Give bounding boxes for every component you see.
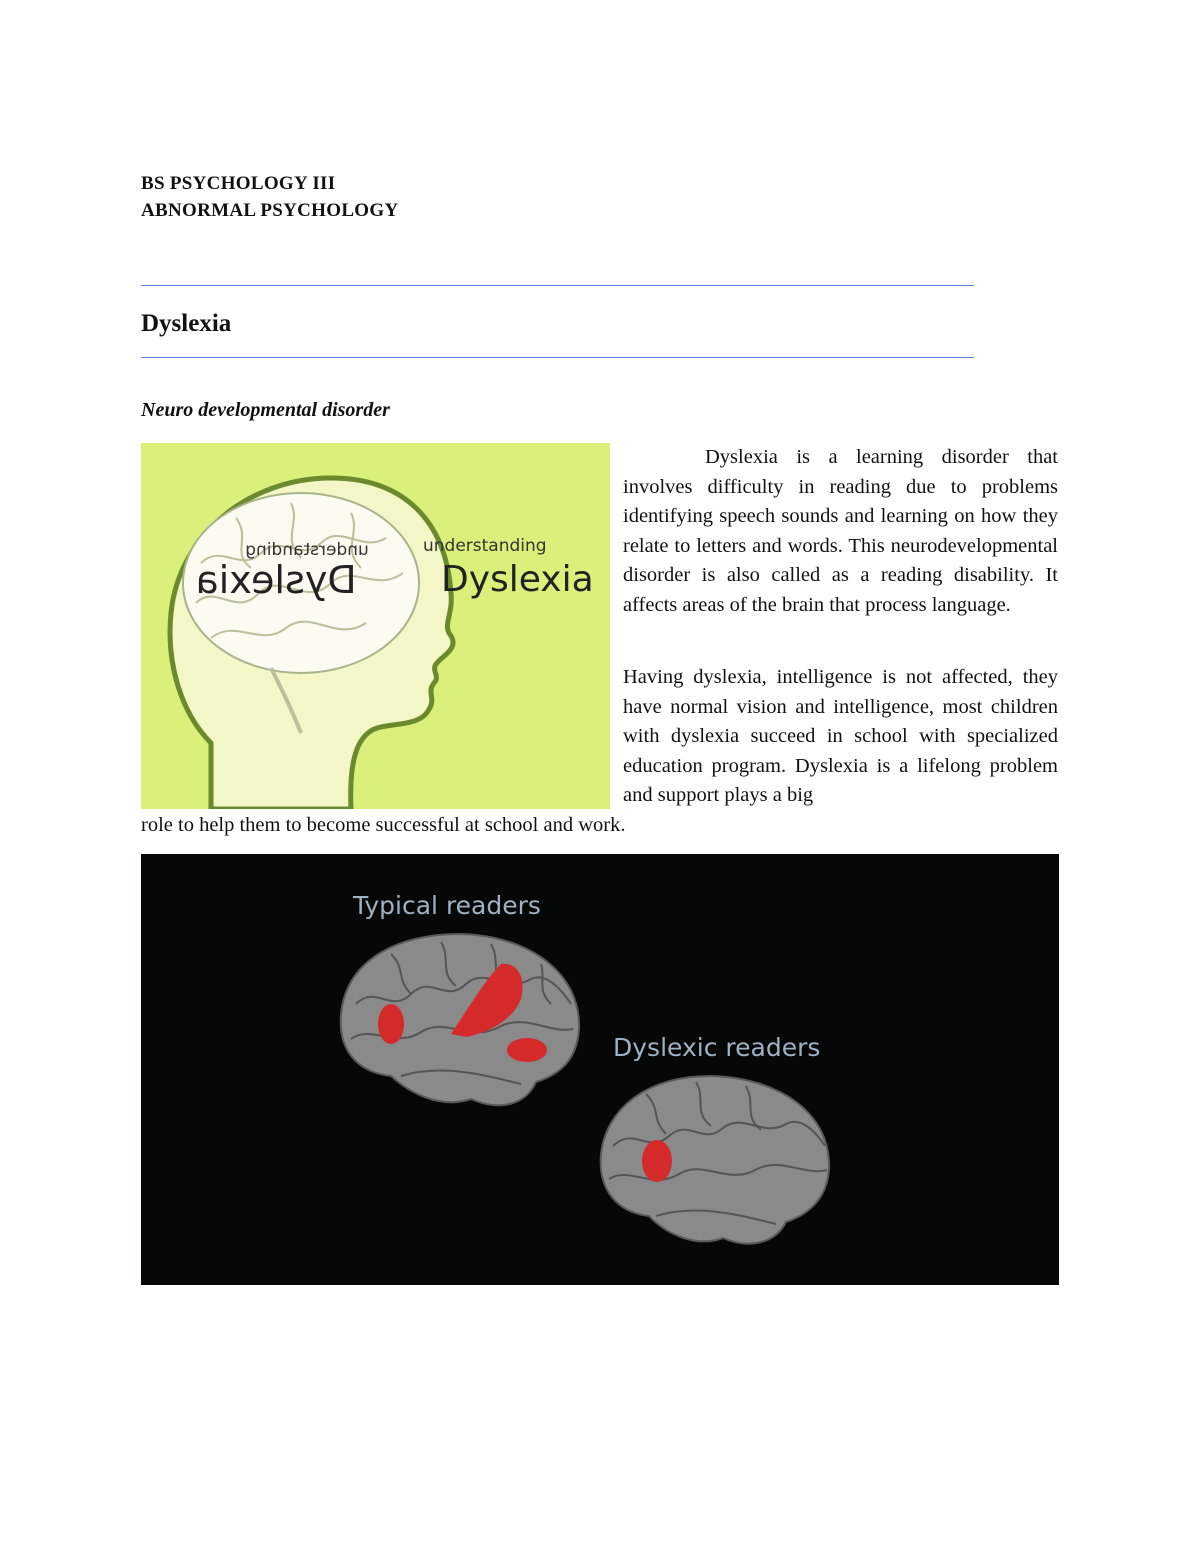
understanding-dyslexia-illustration [141,443,610,809]
paragraph-continuation: role to help them to become successful at school and work. [141,814,626,836]
subject-line: ABNORMAL PSYCHOLOGY [141,200,399,221]
understanding-text: understanding [423,536,547,556]
dyslexia-text: Dyslexia [441,559,594,600]
paragraph-intelligence: Having dyslexia, intelligence is not affected, they have normal vision and intelligence, most children with dyslexia succeed in school with specialized education program. Dyslexia is a lifelong problem and support plays a big [623,666,1058,806]
mirrored-understanding-text: understanding [245,540,369,560]
page-title: Dyslexia [141,310,232,337]
brain-comparison-figure [141,854,1059,1285]
course-header [141,170,398,224]
dyslexic-readers-label: Dyslexic readers [613,1033,821,1062]
typical-readers-label: Typical readers [353,891,541,920]
top-rule [141,285,974,286]
section-subtitle: Neuro developmental disorder [141,399,390,421]
mirrored-dyslexia-text: Dyslexia [195,558,357,602]
course-line: BS PSYCHOLOGY III [141,173,336,194]
paragraph-definition: Dyslexia is a learning disorder that involves difficulty in reading due to problems identifying speech sounds and learning on how they relate to letters and words. This neurodevelopmental disorder is also called as a reading disability. It affects areas of the brain that process language. [623,446,1058,616]
bottom-rule [141,357,974,358]
